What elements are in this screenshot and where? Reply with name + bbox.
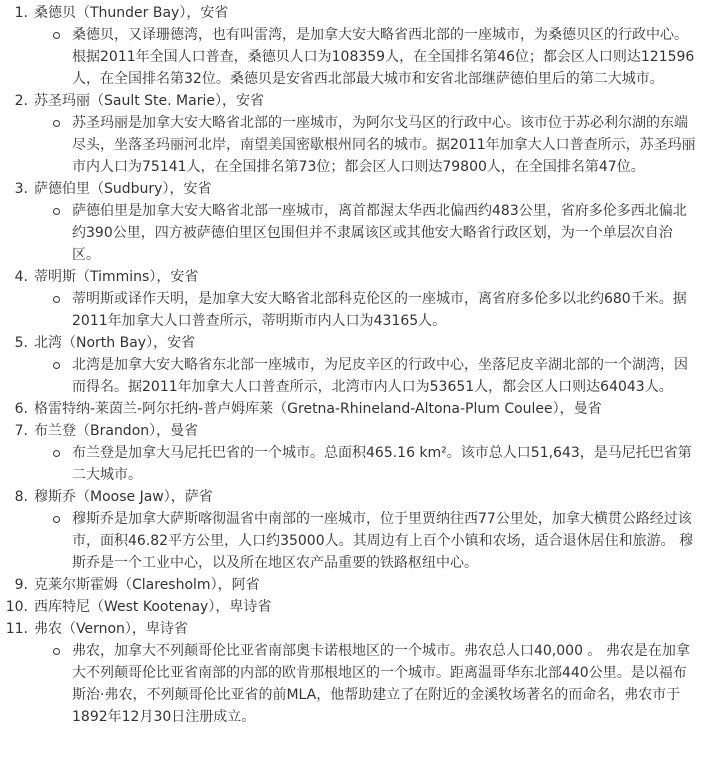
city-item-thunder-bay [34, 2, 712, 90]
city-item-moose-jaw [34, 486, 712, 574]
city-item-north-bay [34, 332, 712, 398]
city-heading: 穆斯乔（Moose Jaw），萨省 [34, 489, 213, 505]
city-description-list [34, 354, 712, 398]
city-item-sudbury [34, 178, 712, 266]
city-item-vernon [34, 618, 712, 728]
city-item-timmins [34, 266, 712, 332]
city-heading: 萨德伯里（Sudbury），安省 [34, 181, 212, 197]
city-item-brandon [34, 420, 712, 486]
city-heading: 克莱尔斯霍姆（Claresholm），阿省 [34, 577, 260, 593]
city-heading: 格雷特纳-莱茵兰-阿尔托纳-普卢姆库莱（Gretna-Rhineland-Altona-Plum Coulee），曼省 [34, 401, 602, 417]
city-description: 穆斯乔是加拿大萨斯喀彻温省中南部的一座城市，位于里贾纳往西77公里处，加拿大横贯公路经过该市，面积46.82平方公里，人口约35000人。其周边有上百个小镇和农场，适合退休居住和旅游。 穆斯乔是一个工业中心，以及所在地区农产品重要的铁路枢纽中心。 [72, 508, 698, 574]
city-item-claresholm [34, 574, 712, 596]
city-heading: 苏圣玛丽（Sault Ste. Marie），安省 [34, 93, 264, 109]
city-description-list [34, 200, 712, 266]
city-description-list [34, 24, 712, 90]
city-item-west-kootenay [34, 596, 712, 618]
city-description: 苏圣玛丽是加拿大安大略省北部的一座城市，为阿尔戈马区的行政中心。该市位于苏必利尔湖的东端尽头，坐落圣玛丽河北岸，南望美国密歇根州同名的城市。据2011年加拿大人口普查所示，苏圣玛丽市内人口为75141人，在全国排名第73位；都会区人口则达79800人，在全国排名第47位。 [72, 112, 698, 178]
city-description: 北湾是加拿大安大略省东北部一座城市，为尼皮辛区的行政中心，坐落尼皮辛湖北部的一个湖湾，因而得名。据2011年加拿大人口普查所示，北湾市内人口为53651人，都会区人口则达64043人。 [72, 354, 698, 398]
city-description: 弗农，加拿大不列颠哥伦比亚省南部奥卡诺根地区的一个城市。弗农总人口40,000 。 弗农是在加拿大不列颠哥伦比亚省南部的内部的欧肯那根地区的一个城市。距离温哥华东北部440公里。是以福布斯治·弗农，不列颠哥伦比亚省的前MLA，他帮助建立了在附近的金溪牧场著名的而命名，弗农市于1892年12月30日注册成立。 [72, 640, 698, 728]
city-heading: 西库特尼（West Kootenay），卑诗省 [34, 599, 272, 615]
city-description: 布兰登是加拿大马尼托巴省的一个城市。总面积465.16 km²。该市总人口51,643，是马尼托巴省第二大城市。 [72, 442, 698, 486]
city-item-gretna-rhineland-altona-plum-coulee [34, 398, 712, 420]
city-heading: 北湾（North Bay），安省 [34, 335, 196, 351]
city-heading: 桑德贝（Thunder Bay），安省 [34, 5, 229, 21]
city-description-list [34, 508, 712, 574]
city-heading: 蒂明斯（Timmins），安省 [34, 269, 199, 285]
city-description-list [34, 640, 712, 728]
city-description-list [34, 288, 712, 332]
city-heading: 弗农（Vernon），卑诗省 [34, 621, 188, 637]
city-heading: 布兰登（Brandon），曼省 [34, 423, 199, 439]
city-description-list [34, 442, 712, 486]
city-description: 萨德伯里是加拿大安大略省北部一座城市，离首都渥太华西北偏西约483公里，省府多伦多西北偏北约390公里，四方被萨德伯里区包围但并不隶属该区或其他安大略省行政区划，为一个单层次自治区。 [72, 200, 698, 266]
city-item-sault-ste-marie [34, 90, 712, 178]
city-description: 桑德贝，又译珊德湾，也有叫雷湾，是加拿大安大略省西北部的一座城市，为桑德贝区的行政中心。根据2011年全国人口普查，桑德贝人口为108359人，在全国排名第46位；都会区人口则达121596人，在全国排名第32位。桑德贝是安省西北部最大城市和安省北部继萨德伯里后的第二大城市。 [72, 24, 698, 90]
city-description: 蒂明斯或译作天明，是加拿大安大略省北部科克伦区的一座城市，离省府多伦多以北约680千米。据2011年加拿大人口普查所示，蒂明斯市内人口为43165人。 [72, 288, 698, 332]
city-description-list [34, 112, 712, 178]
